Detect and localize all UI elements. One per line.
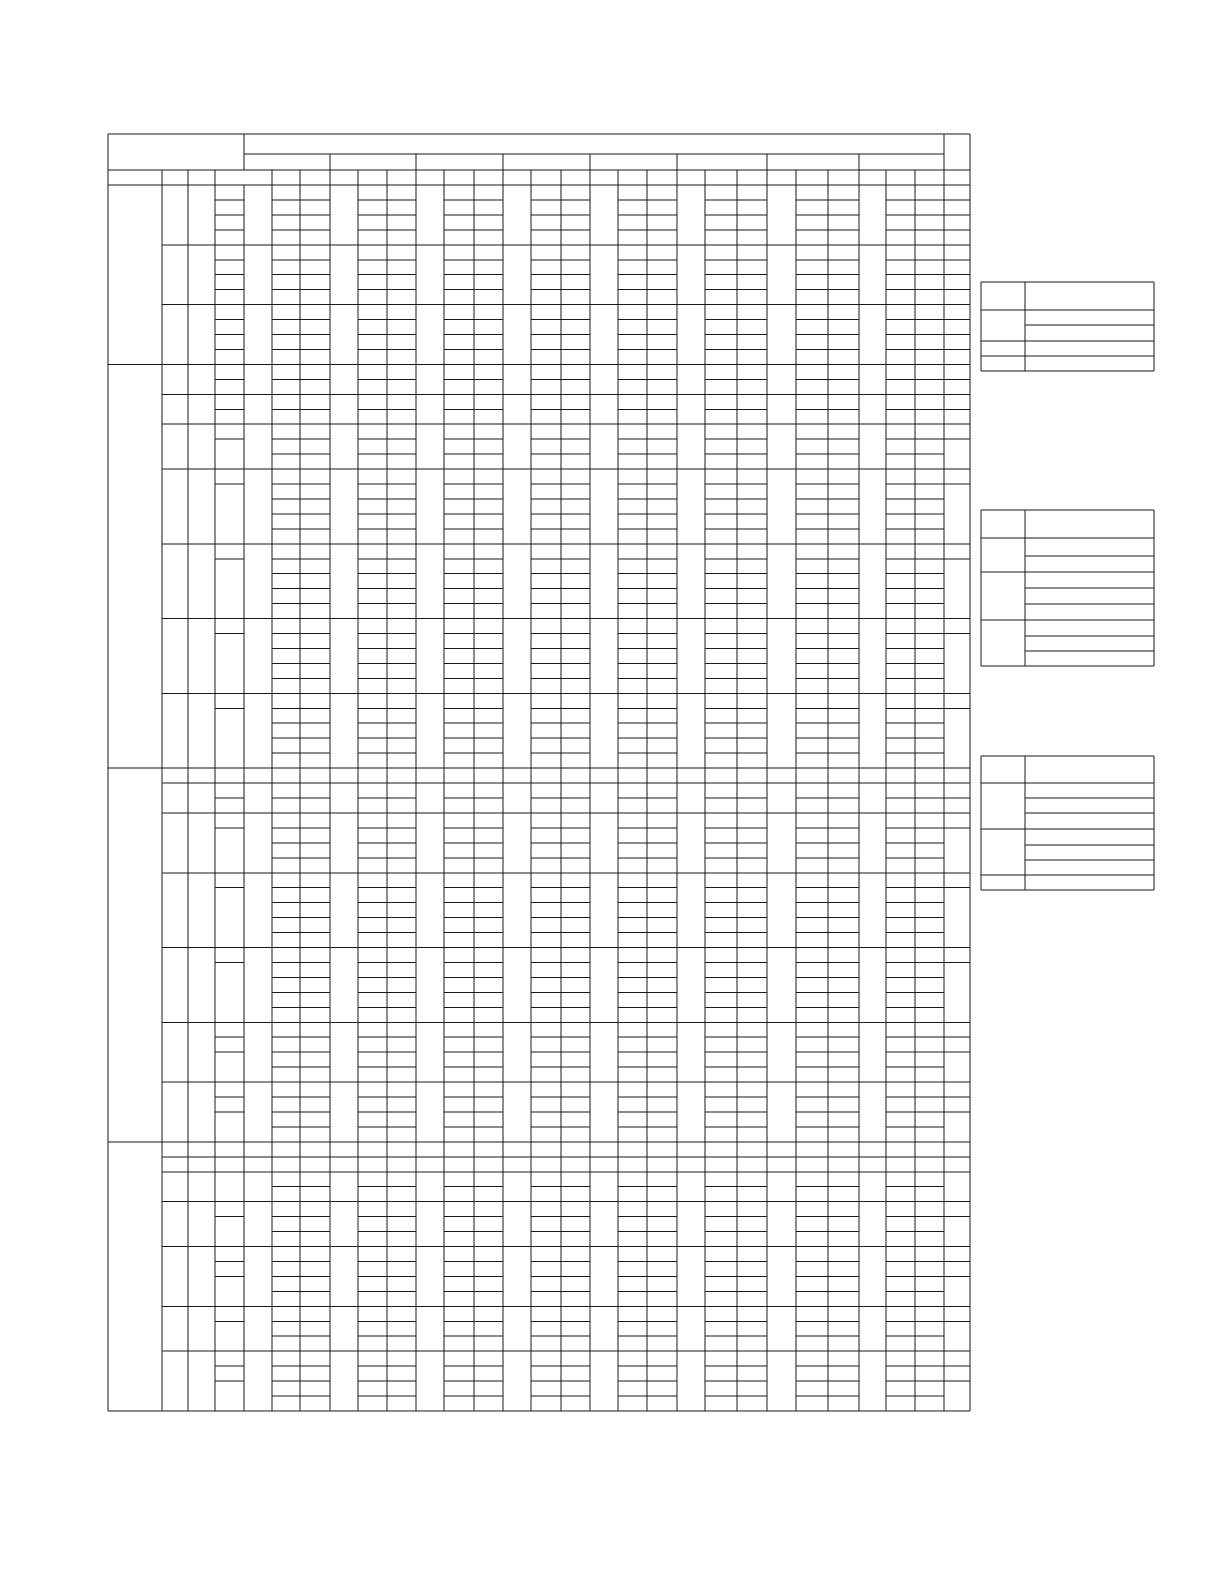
side-table-2: [981, 510, 1154, 666]
side-table-1: [981, 282, 1154, 371]
main-table: [108, 134, 970, 1411]
side-table-3: [981, 756, 1154, 890]
